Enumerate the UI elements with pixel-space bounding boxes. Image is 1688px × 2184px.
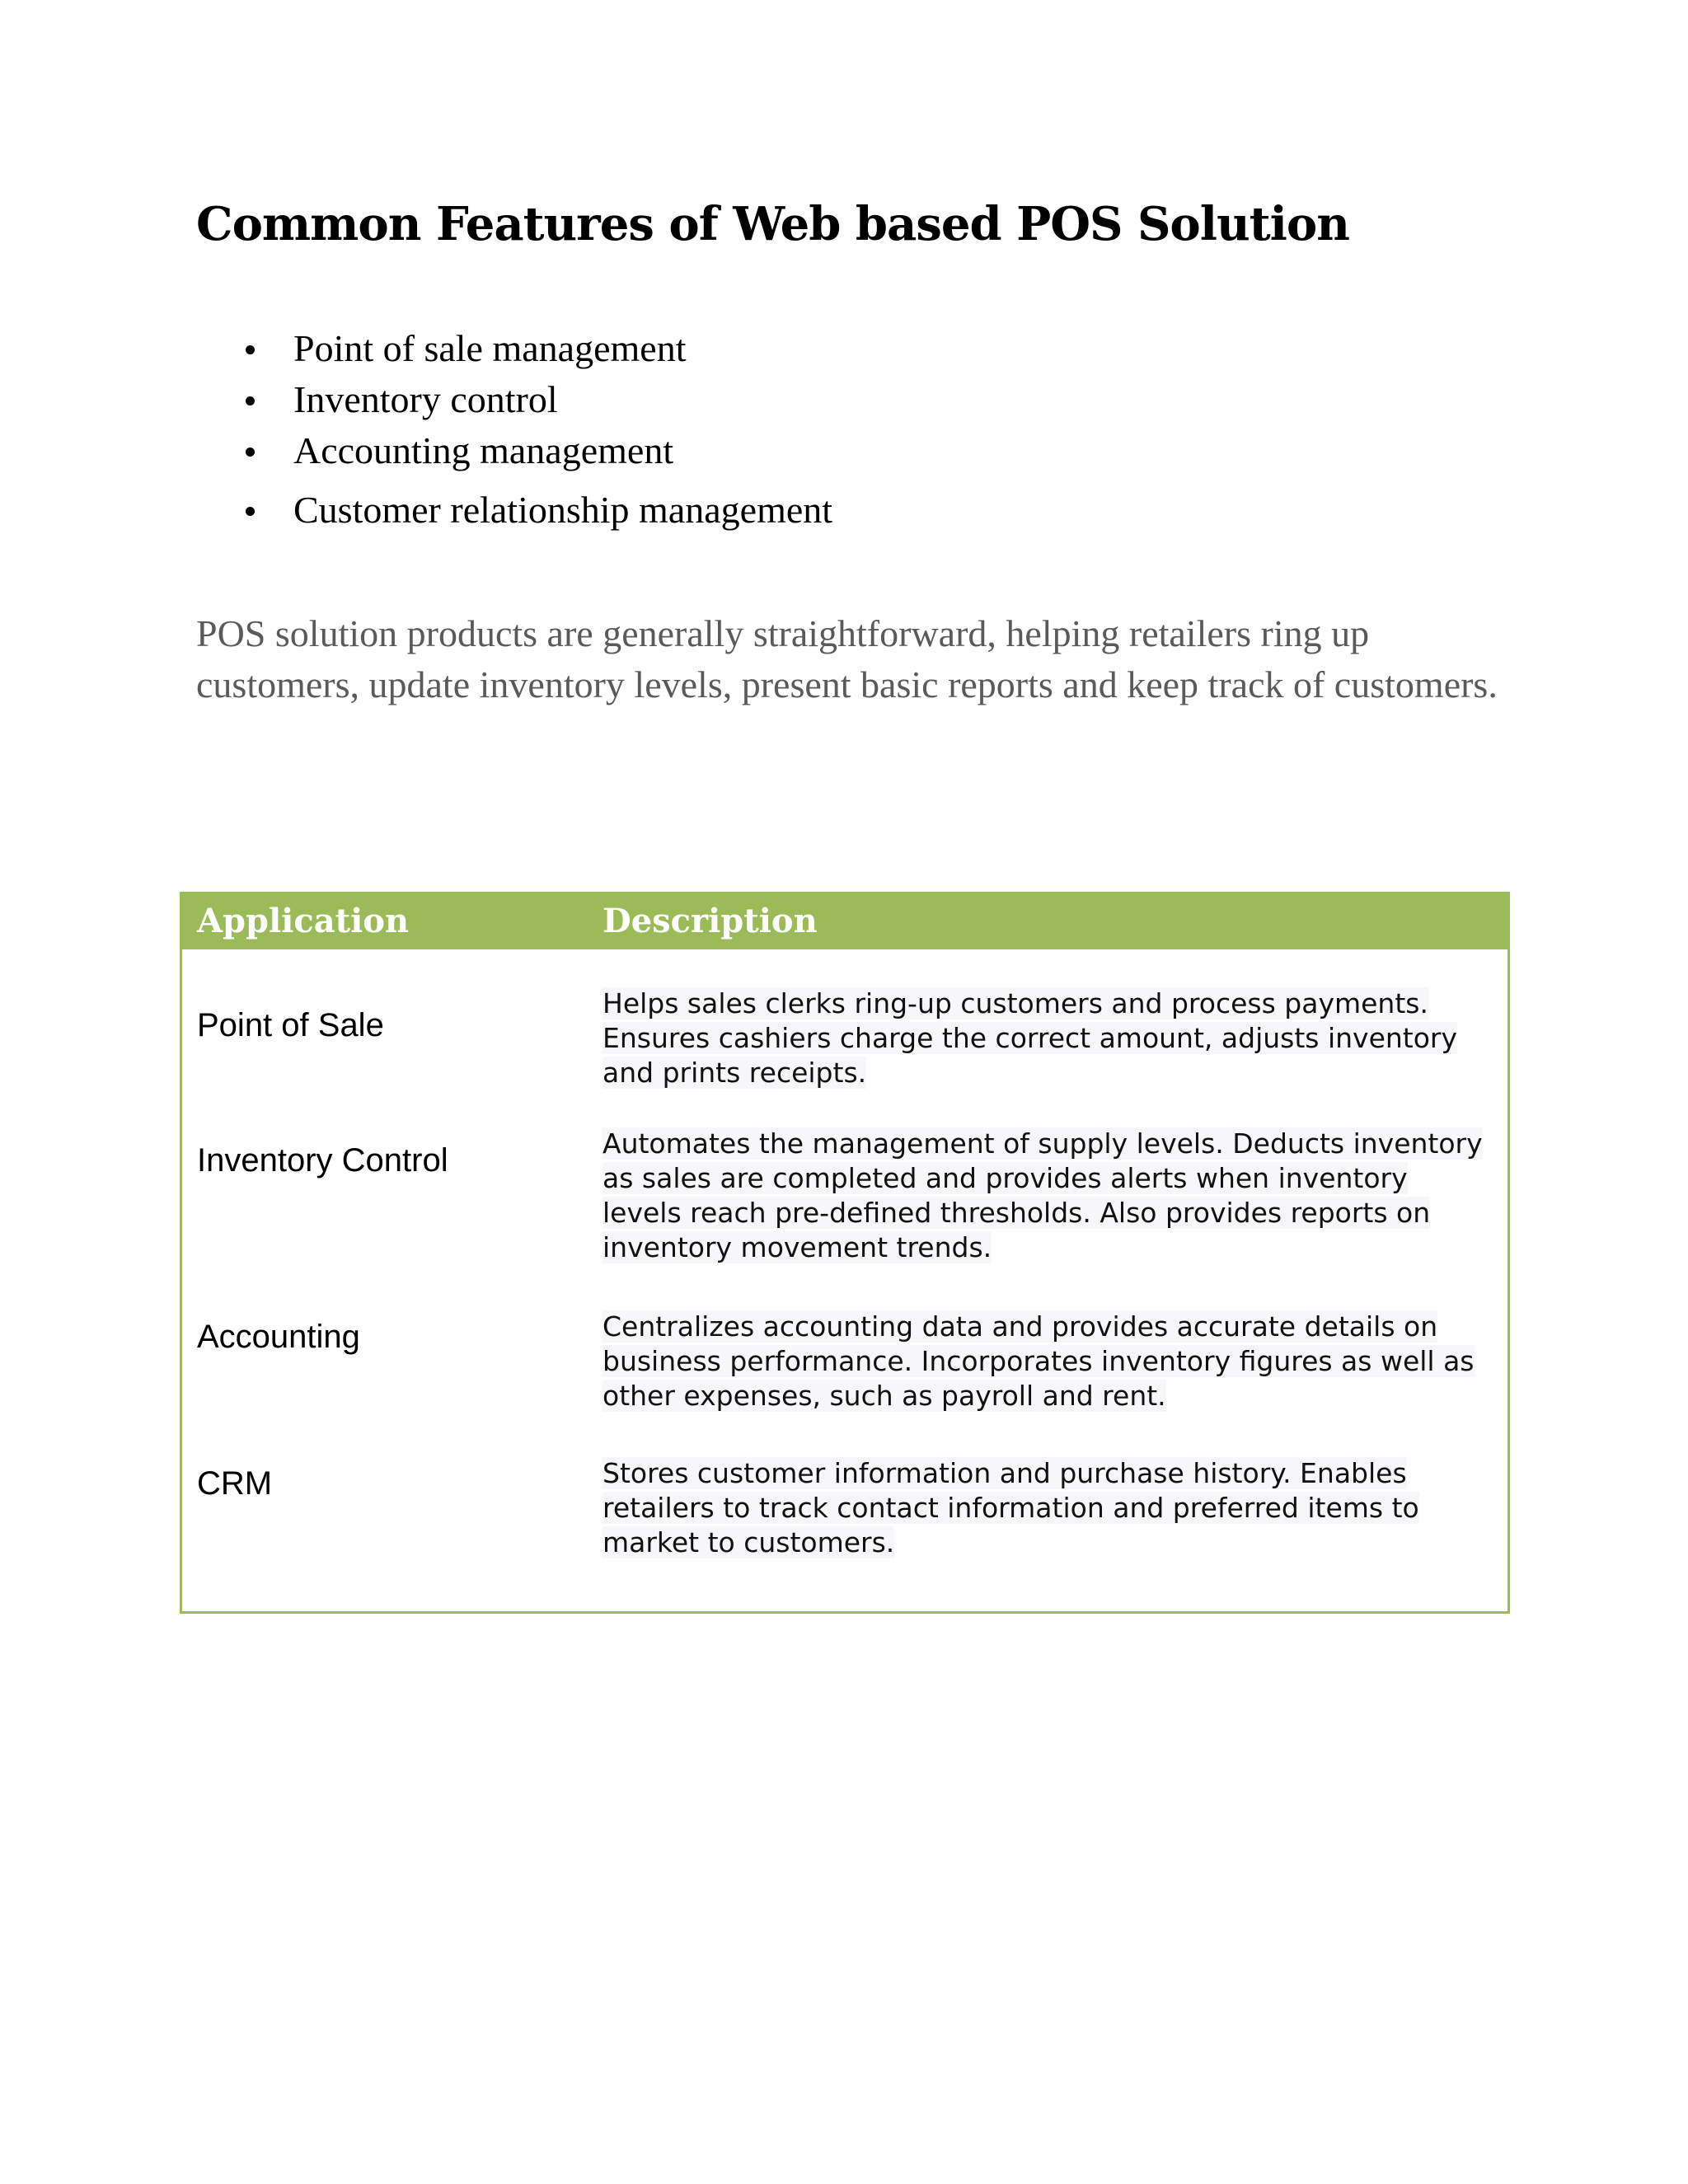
- feature-list: [196, 323, 832, 536]
- page-title: Common Features of Web based POS Solution: [196, 197, 1349, 251]
- column-header-application: Application: [197, 902, 410, 940]
- bullet-icon: [246, 345, 255, 354]
- table-header: [182, 894, 1507, 949]
- feature-item-label: Customer relationship management: [293, 489, 833, 531]
- application-name: Point of Sale: [197, 1007, 384, 1043]
- application-name: CRM: [197, 1465, 273, 1502]
- feature-item-label: Inventory control: [293, 378, 558, 420]
- column-header-description: Description: [603, 902, 818, 940]
- feature-item: [196, 374, 832, 425]
- intro-paragraph: POS solution products are generally straightforward, helping retailers ring up customers, update inventory levels, present basic reports and keep track of customers.: [196, 612, 1498, 705]
- feature-item: [196, 425, 832, 476]
- application-name: Accounting: [197, 1319, 360, 1355]
- application-description: Centralizes accounting data and provides accurate details on business performance. Incorporates inventory figures as well as other expenses, such as payroll and rent.: [603, 1310, 1475, 1412]
- feature-item-label: Accounting management: [293, 429, 674, 471]
- bullet-icon: [246, 507, 255, 516]
- application-description: Helps sales clerks ring-up customers and process payments. Ensures cashiers charge the correct amount, adjusts inventory and prints receipts.: [603, 987, 1458, 1089]
- features-table: [180, 892, 1510, 1614]
- feature-item: [196, 485, 832, 536]
- application-description: Stores customer information and purchase history. Enables retailers to track contact information and preferred items to market to customers.: [603, 1457, 1419, 1558]
- bullet-icon: [246, 448, 255, 457]
- bullet-icon: [246, 396, 255, 405]
- application-name: Inventory Control: [197, 1142, 448, 1179]
- feature-item: [196, 323, 832, 374]
- feature-item-label: Point of sale management: [293, 327, 687, 369]
- application-description: Automates the management of supply levels. Deducts inventory as sales are completed and provides alerts when inventory levels reach pre-defined thresholds. Also provides reports on inventory movement trends.: [603, 1127, 1483, 1263]
